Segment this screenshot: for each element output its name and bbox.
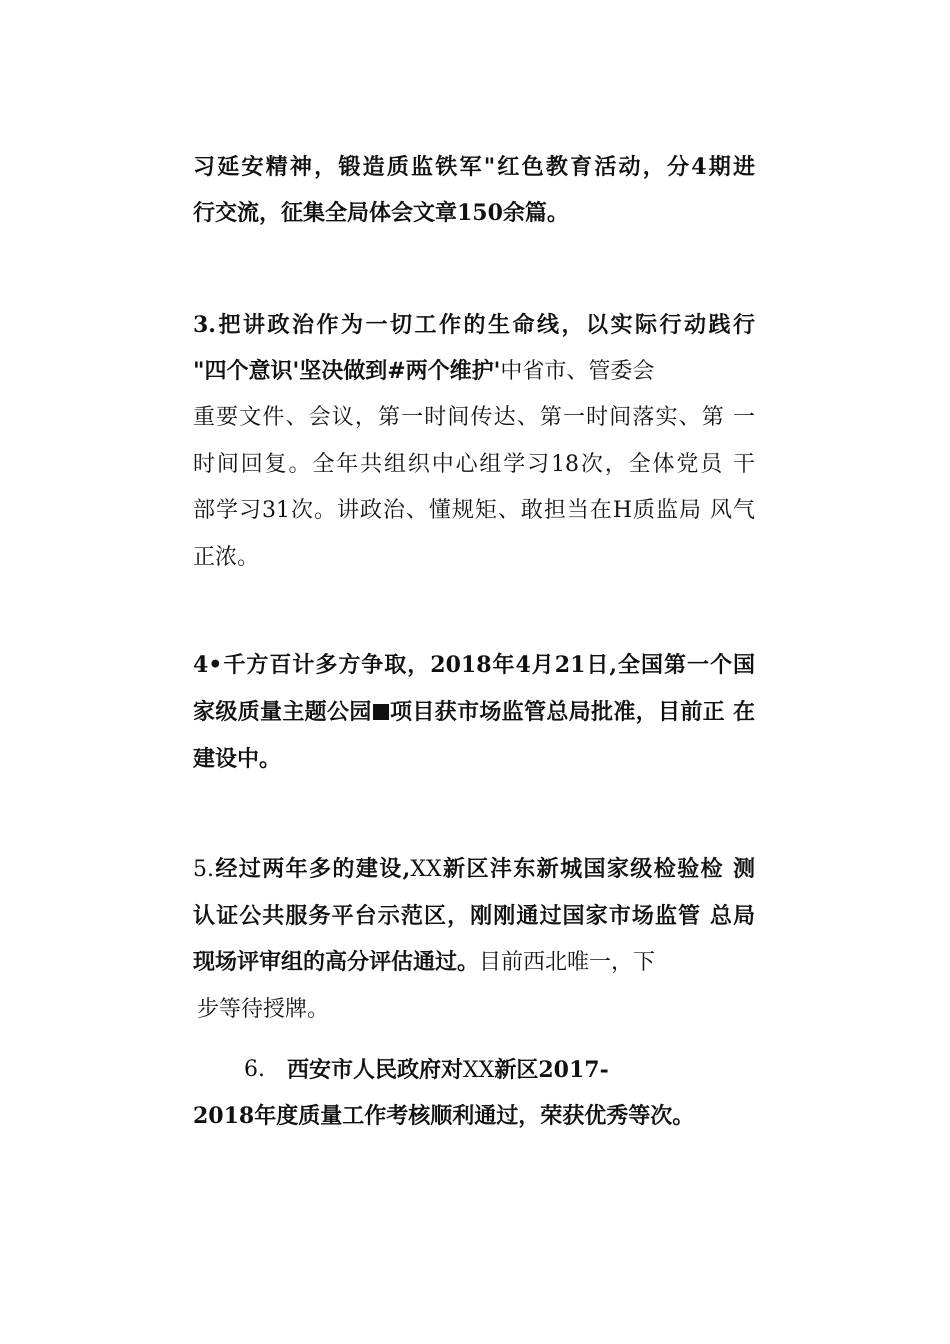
p5-line-1-xx: XX — [410, 857, 442, 882]
p5-line-2: 认证公共服务平台示范区，刚刚通过国家市场监管 总局 — [193, 903, 755, 929]
p6-line-1-xx: XX — [463, 1058, 495, 1083]
p3-line-5: 部学习31次。讲政治、懂规矩、敢担当在H质监局 风气 — [193, 498, 755, 523]
p5-line-1-rest: 新区沣东新城国家级检验检 测 — [441, 856, 755, 882]
p5-line-3-bold: 现场评审组的高分评估通过。 — [193, 949, 480, 975]
p5-line-1-num: 5. — [193, 857, 214, 882]
p4-line-1: 4•千方百计多方争取，2018年4月21日,全国第一个国 — [193, 652, 755, 678]
p3-line-6: 正浓。 — [193, 545, 260, 570]
p6-num: 6. — [244, 1057, 265, 1082]
p3-line-4: 时间回复。全年共组织中心组学习18次，全体党员 干 — [193, 452, 755, 477]
p3-line-2-normal: 中省市、管委会 — [500, 359, 655, 384]
p3-line-1: 3.把讲政治作为一切工作的生命线，以实际行动践行 — [193, 312, 755, 338]
p3-line-2 — [193, 356, 654, 387]
p3-line-3: 重要文件、会议，第一时间传达、第一时间落实、第 一 — [193, 405, 755, 430]
p5-line-3 — [193, 947, 655, 978]
p5-line-1-bold: 经过两年多的建设, — [214, 856, 411, 882]
p4-line-2-after: 项目获市场监管总局批准，目前正 在 — [389, 699, 755, 725]
redaction-block — [373, 704, 389, 720]
p6-line-1-b: 新区2017- — [494, 1057, 609, 1083]
p5-line-1 — [193, 854, 755, 885]
p4-line-2-before: 家级质量主题公园 — [193, 699, 372, 725]
p6-line-1-a: 西安市人民政府对 — [287, 1057, 464, 1083]
p6-line-1-text — [287, 1055, 609, 1086]
p4-line-2 — [193, 697, 755, 727]
p6-line-2: 2018年度质量工作考核顺利通过，荣获优秀等次。 — [193, 1103, 695, 1129]
p3-line-2-bold: "四个意识'坚决做到#两个维护' — [193, 358, 501, 384]
p1-line-1: 习延安精神，锻造质监铁军"红色教育活动，分4期进 — [193, 154, 755, 180]
p1-line-2: 行交流，征集全局体会文章150余篇。 — [193, 200, 569, 226]
p5-line-4: 步等待授牌。 — [197, 997, 330, 1022]
p5-line-3-normal: 目前西北唯一，下 — [479, 950, 656, 975]
p4-line-3: 建设中。 — [193, 746, 282, 772]
